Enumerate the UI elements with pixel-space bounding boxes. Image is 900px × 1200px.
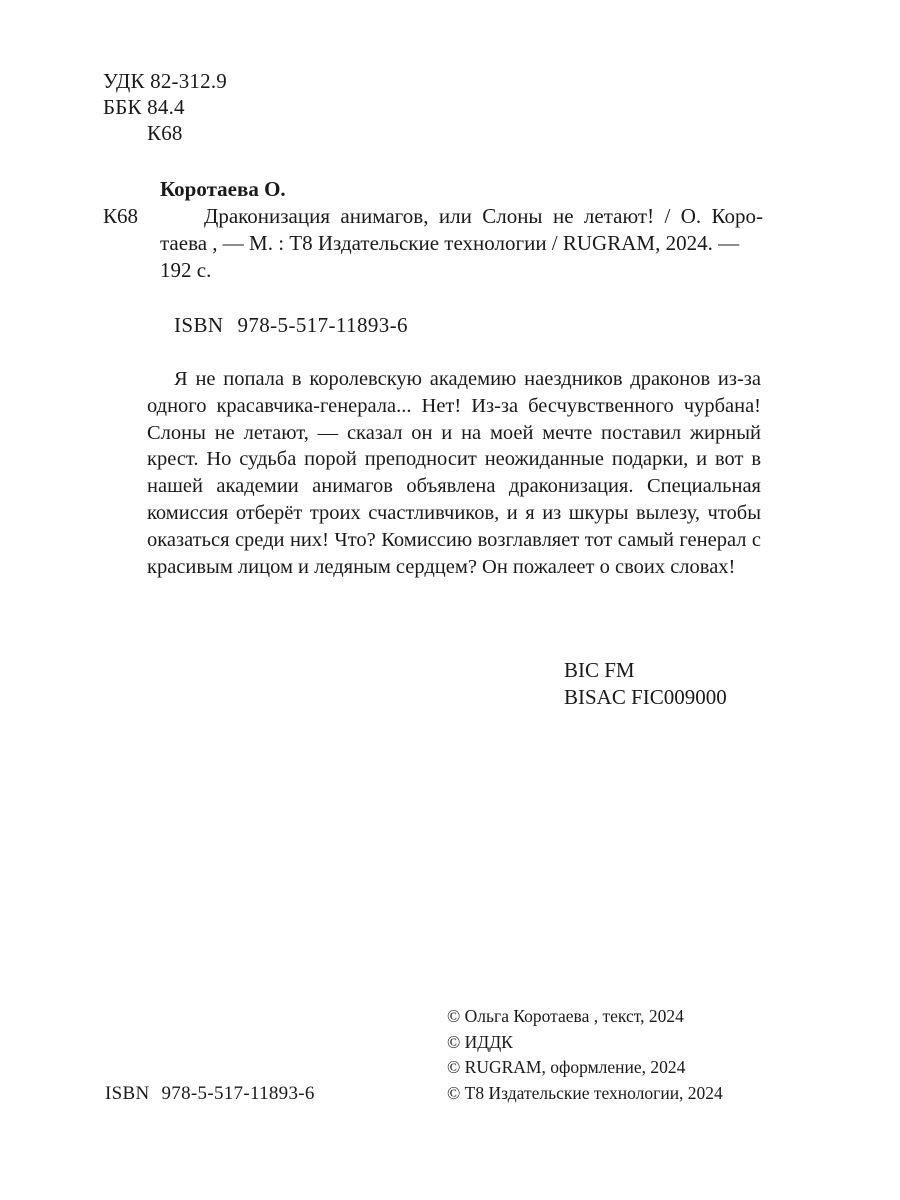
entry-text <box>160 203 763 284</box>
copyright-line: © ИДДК <box>447 1031 513 1052</box>
author-heading: Коротаева О. <box>160 177 286 201</box>
copyright-line: © Ольга Коротаева , текст, 2024 <box>447 1006 684 1026</box>
entry-row <box>103 203 763 284</box>
classification-block <box>103 68 227 146</box>
bibliographic-record <box>103 176 763 284</box>
bic-code: BIC FM <box>564 658 635 682</box>
copyright-line: © Т8 Издательские технологии, 2024 <box>447 1082 723 1103</box>
isbn-label: ISBN <box>105 1083 150 1104</box>
bisac-code: BISAC FIC009000 <box>564 685 727 709</box>
entry-code: К68 <box>103 204 139 228</box>
udk-code: УДК 82-312.9 <box>103 69 227 93</box>
isbn-top <box>174 312 408 339</box>
copyright-line: © RUGRAM, оформление, 2024 <box>447 1057 686 1077</box>
isbn-number: 978-5-517-11893-6 <box>237 313 408 337</box>
bbk-code: ББК 84.4 <box>103 95 185 119</box>
annotation: Я не попала в королевскую академию наездников драконов из-за одного красавчика-генерала... Нет! Из-за бесчувственного чурбана! Слоны не летают, — сказал он и на моей мечте поставил жирный крест. Но судьба порой преподносит неожиданные подарки, и вот в нашей академии анимагов объявлена драконизация. Специальная комиссия отберёт троих счастливчиков, и я из шкуры вылезу, чтобы оказаться среди них! Что? Комиссию возглавляет тот самый генерал с красивым лицом и ледяным сердцем? Он пожалеет о своих словах! <box>147 368 761 578</box>
entry-line-2: таева , — М. : Т8 Издательские технологии / RUGRAM, 2024. — <box>160 231 740 255</box>
isbn-number: 978-5-517-11893-6 <box>161 1083 315 1104</box>
entry-line-1: Драконизация анимагов, или Слоны не летают! / О. Коро- <box>204 204 763 228</box>
entry-line-3: 192 с. <box>160 258 212 282</box>
subject-codes <box>564 657 727 711</box>
isbn-label: ISBN <box>174 313 224 337</box>
copyright-block <box>447 1004 723 1106</box>
author-sign: К68 <box>147 121 183 145</box>
isbn-bottom <box>105 1081 315 1107</box>
